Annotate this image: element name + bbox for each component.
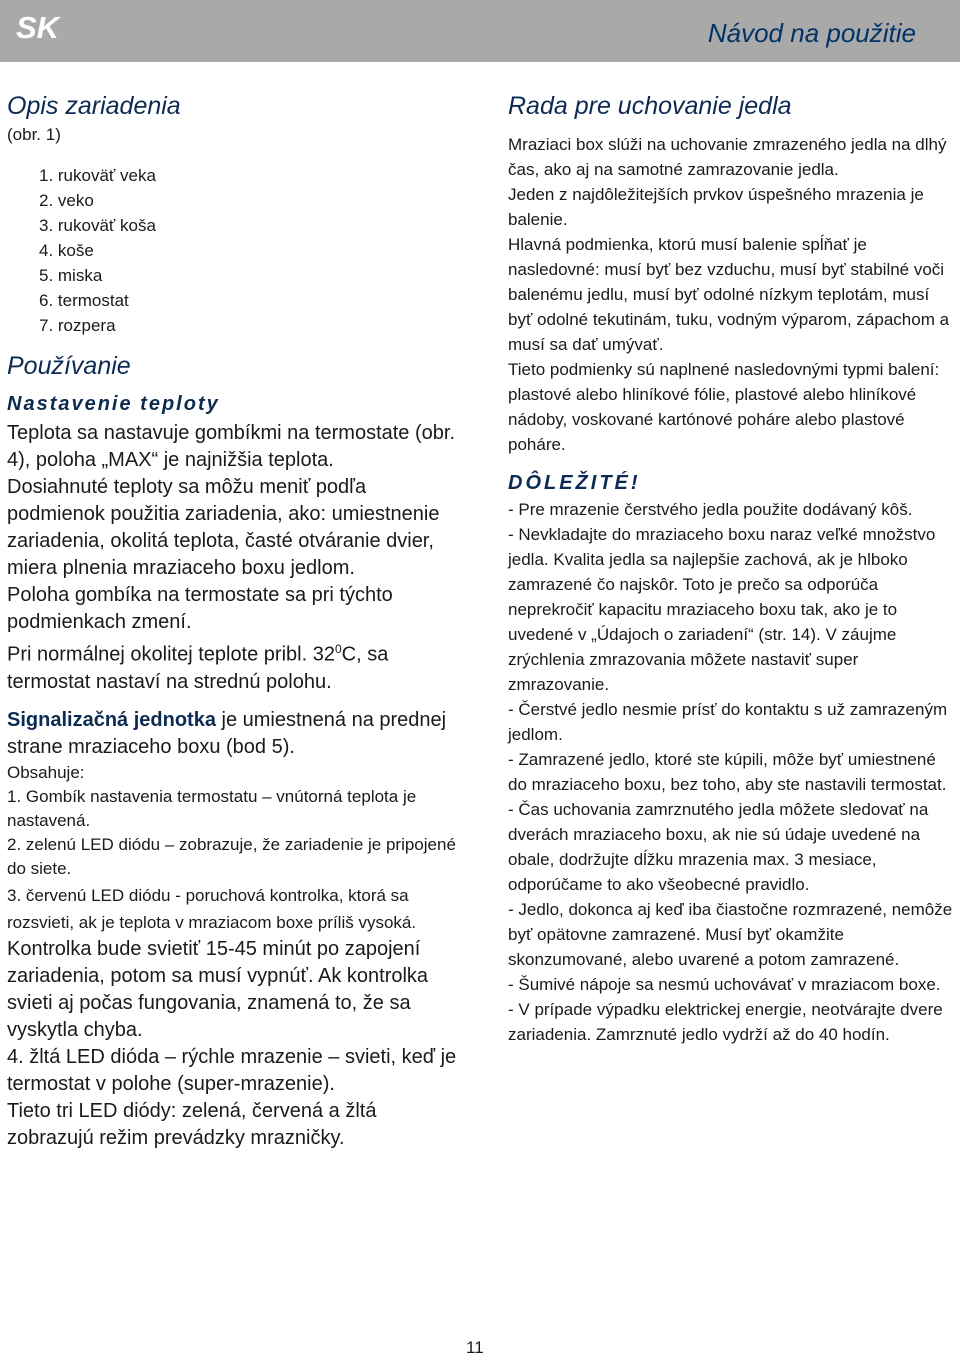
tip-item: - Čerstvé jedlo nesmie prísť do kontaktu s už zamrazeným jedlom. (508, 700, 948, 744)
language-code: SK (16, 10, 60, 45)
storage-paragraph: Jeden z najdôležitejších prvkov úspešného mrazenia je balenie. (508, 185, 924, 229)
signal-unit-term: Signalizačná jednotka (7, 708, 216, 731)
list-item: 5. miska (39, 266, 103, 285)
important-heading: DÔLEŽITÉ! (508, 472, 641, 494)
contains-label: Obsahuje: (7, 762, 85, 782)
temperature-setting-heading: Nastavenie teploty (7, 393, 220, 415)
list-item: 7. rozpera (39, 316, 116, 335)
led-summary: Tieto tri LED diódy: zelená, červená a žltá zobrazujú režim prevádzky mrazničky. (7, 1099, 377, 1149)
usage-heading: Používanie (7, 352, 131, 380)
indicator-item: 2. zelenú LED diódu – zobrazuje, že zariadenie je pripojené do siete. (7, 835, 456, 879)
indicator-item: 4. žltá LED dióda – rýchle mrazenie – svieti, keď je termostat v polohe (super-mrazenie). (7, 1045, 457, 1095)
indicator-item: 1. Gombík nastavenia termostatu – vnútorná teplota je nastavená. (7, 786, 417, 831)
right-column (508, 90, 954, 1047)
degree-superscript: 0 (334, 642, 342, 656)
indicator-text: 3. červenú LED diódu - poruchová kontrolka, ktorá sa rozsvieti, ak je teplota v mraziacom boxe príliš vysoká. (7, 885, 417, 932)
tip-item: - Pre mrazenie čerstvého jedla použite dodávaný kôš. (508, 500, 913, 519)
indicator-item (7, 882, 467, 1044)
storage-paragraph: Tieto podmienky sú naplnené nasledovnými typmi balení: plastové alebo hliníkové fólie, plastové alebo hliníkové nádoby, voskované kartónové poháre alebo plastové poháre. (508, 360, 940, 454)
signal-unit-text: je umiestnená na prednej strane mraziaceho boxu (bod 5). (7, 708, 447, 758)
tip-item: - V prípade výpadku elektrickej energie, neotvárajte dvere zariadenia. Zamrznuté jedlo vydrží až do 40 hodín. (508, 1000, 943, 1044)
temperature-paragraph: Dosiahnuté teploty sa môžu meniť podľa podmienok použitia zariadenia, ako: umiestnenie zariadenia, okolitá teplota, časté otváranie dvier, miera plnenia mraziaceho boxu jedlom. (7, 476, 440, 579)
left-column (7, 90, 467, 1152)
storage-paragraph: Mraziaci box slúži na uchovanie zmrazeného jedla na dlhý čas, ako aj na samotné zamrazovanie jedla. (508, 135, 947, 179)
temperature-paragraph: Poloha gombíka na termostate sa pri týchto podmienkach zmení. (7, 584, 393, 633)
tip-item: - Čas uchovania zamrznutého jedla môžete sledovať na dverách mraziaceho boxu, ak nie sú údaje uvedené na obale, dodržujte dĺžku mrazenia max. 3 mesiace, odporúčame to ako všeobecné pravidlo. (508, 800, 929, 894)
figure-reference: (obr. 1) (7, 125, 61, 144)
temperature-paragraph: Teplota sa nastavuje gombíkmi na termostate (obr. 4), poloha „MAX“ je najnižšia teplota. (7, 422, 456, 471)
list-item: 3. rukoväť koša (39, 216, 156, 235)
parts-list (7, 163, 467, 338)
manual-title: Návod na použitie (707, 18, 916, 48)
tip-item: - Nevkladajte do mraziaceho boxu naraz veľké množstvo jedla. Kvalita jedla sa najlepšie zachová, ak je hlboko zamrazené čo najskôr. Toto je prečo sa odporúča neprekročiť kapacitu mraziaceho boxu tak, ako je to uvedené v „Údajoch o zariadení“ (str. 14). V záujme zrýchlenia zmrazovania môžete nastaviť super zmrazovanie. (508, 525, 936, 694)
temperature-text: Pri normálnej okolitej teplote pribl. 32 (7, 643, 335, 666)
indicator-text: Kontrolka bude svietiť 15-45 minút po zapojení zariadenia, potom sa musí vypnúť. Ak kontrolka svieti aj počas fungovania, znamená to, že sa vyskytla chyba. (7, 937, 429, 1041)
storage-paragraph: Hlavná podmienka, ktorú musí balenie spĺňať je nasledovné: musí byť bez vzduchu, musí byť stabilné voči balenému jedlu, musí byť odolné nízkym teplotám, musí byť odolné tekutinám, tuku, vodným výparom, zápachom a musí sa dať umývať. (508, 235, 950, 354)
list-item: 1. rukoväť veka (39, 166, 156, 185)
list-item: 2. veko (39, 191, 94, 210)
device-description-heading: Opis zariadenia (7, 92, 181, 120)
temperature-paragraph (7, 636, 467, 696)
tip-item: - Jedlo, dokonca aj keď iba čiastočne rozmrazené, nemôže byť opätovne zamrazené. Musí byť okamžite skonzumované, alebo uvarené a potom zamrazené. (508, 900, 953, 969)
signal-unit-paragraph (7, 707, 467, 761)
temperature-text: C, sa termostat nastaví na strednú polohu. (7, 643, 389, 693)
tip-item: - Šumivé nápoje sa nesmú uchovávať v mraziacom boxe. (508, 975, 941, 994)
page-header (0, 0, 960, 62)
list-item: 4. koše (39, 241, 94, 260)
food-storage-heading: Rada pre uchovanie jedla (508, 92, 792, 120)
page-number: 11 (466, 1338, 484, 1357)
list-item: 6. termostat (39, 291, 129, 310)
tip-item: - Zamrazené jedlo, ktoré ste kúpili, môže byť umiestnené do mraziaceho boxu, bez toho, aby ste nastavili termostat. (508, 750, 947, 794)
